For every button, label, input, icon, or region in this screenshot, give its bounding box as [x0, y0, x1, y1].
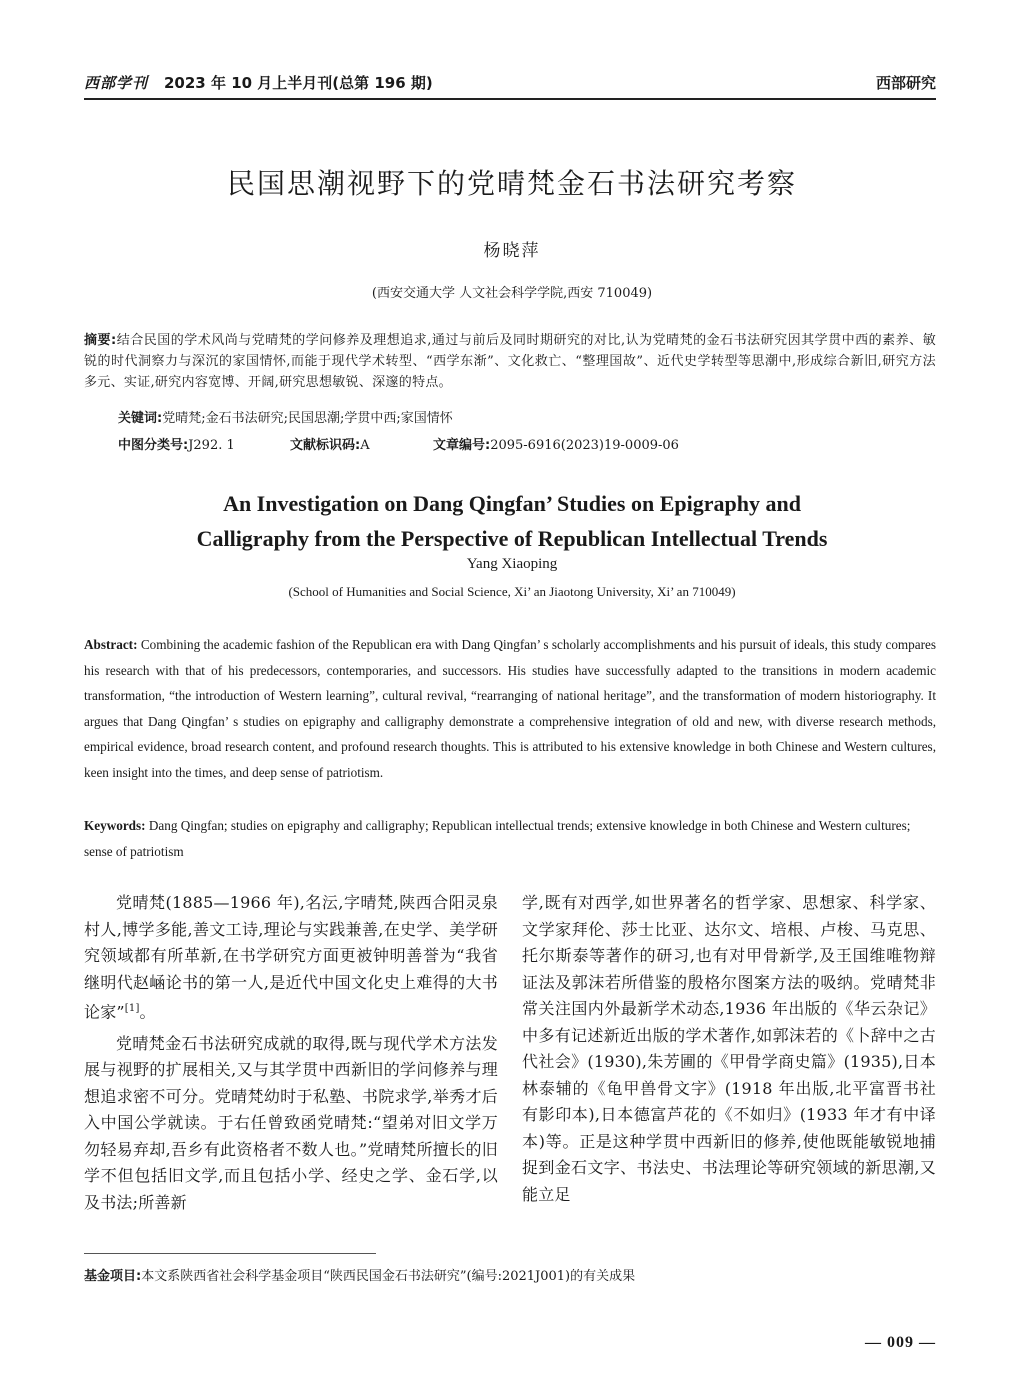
english-keywords-label: Keywords:	[84, 818, 146, 833]
english-affiliation: (School of Humanities and Social Science, Xi’ an Jiaotong University, Xi’ an 710049)	[288, 584, 736, 599]
citation-ref: [1]	[124, 1003, 140, 1014]
article-number: 文章编号:2095-6916(2023)19-0009-06	[433, 438, 679, 453]
english-title-line-2: Calligraphy from the Perspective of Republican Intellectual Trends	[196, 526, 828, 551]
chinese-keywords	[118, 408, 453, 429]
document-code: 文献标识码:A	[290, 438, 370, 453]
english-abstract-label: Abstract:	[84, 637, 138, 652]
footnote-divider	[84, 1253, 376, 1254]
english-title	[0, 486, 1024, 556]
abstract-label: 摘要:	[84, 333, 117, 348]
body-paragraph: 学,既有对西学,如世界著名的哲学家、思想家、科学家、文学家拜伦、莎士比亚、达尔文、培根、卢梭、马克思、托尔斯泰等著作的研习,也有对甲骨新学,及王国维唯物辩证法及郭沫若所借鉴的殷格尔图案方法的吸纳。党晴梵非常关注国内外最新学术动态,1936 年出版的《华云杂记》中多有记述新近出版的学术著作,如郭沫若的《卜辞中之古代社会》(1930),朱芳圃的《甲骨学商史篇》(1935),日本林泰辅的《龟甲兽骨文字》(1918 年出版,北平富晋书社有影印本),日本德富芦花的《不如归》(1933 年才有中译本)等。正是这种学贯中西新旧的修养,使他既能敏锐地捕捉到金石文字、书法史、书法理论等研究领域的新思潮,又能立足	[522, 893, 936, 1204]
classification-line	[118, 435, 679, 456]
english-title-line-1: An Investigation on Dang Qingfan’ Studies on Epigraphy and	[223, 491, 801, 516]
english-abstract	[84, 632, 936, 786]
funding-footnote	[84, 1265, 635, 1284]
funding-label: 基金项目:	[84, 1269, 142, 1284]
keywords-label: 关键词:	[118, 411, 163, 426]
english-author: Yang Xiaoping	[466, 556, 558, 572]
body-left-column	[84, 890, 498, 1216]
keywords-text: 党晴梵;金石书法研究;民国思潮;学贯中西;家国情怀	[162, 411, 453, 426]
chinese-abstract	[84, 330, 936, 393]
clc-number: 中图分类号:J292. 1	[118, 438, 235, 453]
english-abstract-text: Combining the academic fashion of the Republican era with Dang Qingfan’ s scholarly accomplishments and his pursuit of ideals, this study compares his research with that of his predecessors, contemporaries, and successors. His studies have successfully adapted to the transitions in modern academic transformation, “the introduction of Western learning”, cultural revival, “rearranging of national heritage”, and the transformation of modern historiography. It argues that Dang Qingfan’ s studies on epigraphy and calligraphy demonstrate a comprehensive integration of old and new, with diverse research methods, empirical evidence, broad research content, and profound research thoughts. This is attributed to his extensive knowledge in both Chinese and Western cultures, keen insight into the times, and deep sense of patriotism.	[84, 637, 937, 780]
journal-logo: 西部学刊	[84, 74, 149, 92]
chinese-author: 杨晓萍	[483, 241, 541, 261]
english-keywords	[84, 813, 936, 864]
english-keywords-text: Dang Qingfan; studies on epigraphy and calligraphy; Republican intellectual trends; extensive knowledge in both Chinese and Western cultures; sense of patriotism	[84, 818, 911, 859]
body-right-column	[522, 890, 936, 1208]
funding-text: 本文系陕西省社会科学基金项目“陕西民国金石书法研究”(编号:2021J001)的有关成果	[141, 1269, 636, 1284]
body-paragraph: 党晴梵(1885—1966 年),名沄,字晴梵,陕西合阳灵泉村人,博学多能,善文工诗,理论与实践兼善,在史学、美学研究领域都有所革新,在书学研究方面更被钟明善誉为“我省继明代赵崡论书的第一人,是近代中国文化史上难得的大书论家”[1]。	[84, 893, 498, 1022]
body-paragraph: 党晴梵金石书法研究成就的取得,既与现代学术方法发展与视野的扩展相关,又与其学贯中西新旧的学问修养与理想追求密不可分。党晴梵幼时于私塾、书院求学,举秀才后入中国公学就读。于右任曾致函党晴梵:“望弟对旧文学万勿轻易弃却,吾乡有此资格者不数人也。”党晴梵所擅长的旧学不但包括旧文学,而且包括小学、经史之学、金石学,以及书法;所善新	[84, 1033, 498, 1212]
issue-info: 2023 年 10 月上半月刊(总第 196 期)	[164, 74, 433, 92]
chinese-title: 民国思潮视野下的党晴梵金石书法研究考察	[226, 167, 797, 200]
chinese-affiliation: (西安交通大学 人文社会科学学院,西安 710049)	[371, 286, 653, 301]
section-name: 西部研究	[875, 74, 936, 92]
running-header	[84, 68, 936, 100]
page-number: — 009 —	[865, 1334, 936, 1351]
abstract-text: 结合民国的学术风尚与党晴梵的学问修养及理想追求,通过与前后及同时期研究的对比,认为党晴梵的金石书法研究因其学贯中西的素养、敏锐的时代洞察力与深沉的家国情怀,而能于现代学术转型、“西学东渐”、文化救亡、“整理国故”、近代史学转型等思潮中,形成综合新旧,研究方法多元、实证,研究内容宽博、开阔,研究思想敏锐、深邃的特点。	[84, 333, 936, 390]
